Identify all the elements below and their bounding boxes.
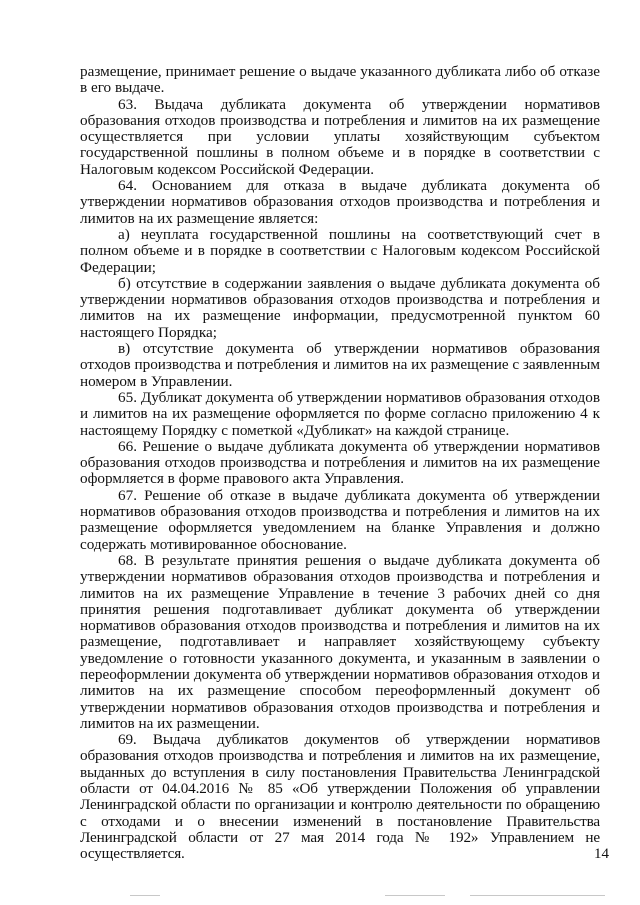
paragraph-66: 66. Решение о выдаче дубликата документа об утверждении нормативов образования отходов производства и потребления и лимитов на их размещение оформляется в форме правового акта Управления. (80, 437, 600, 488)
paragraph-64-item-v: в) отсутствие документа об утверждении нормативов образования отходов производства и потребления и лимитов на их размещение с заявленным номером в Управлении. (80, 340, 600, 390)
paragraph-65: 65. Дубликат документа об утверждении нормативов образования отходов и лимитов на их размещение оформляется по форме согласно приложению 4 к настоящему Порядку с пометкой «Дубликат» на каждой странице. (80, 388, 600, 439)
paragraph-67: 67. Решение об отказе в выдаче дубликата документа об утверждении нормативов образования отходов производства и потребления и лимитов на их размещение оформляется уведомлением на бланке Управления и должно содержать мотивированное обоснование. (80, 486, 600, 553)
paragraph-62-continuation: размещение, принимает решение о выдаче указанного дубликата либо об отказе в его выдаче. (80, 63, 600, 97)
document-body (80, 64, 600, 863)
paragraph-69: 69. Выдача дубликатов документов об утверждении нормативов образования отходов производства и потребления и лимитов на их размещение, выданных до вступления в силу постановления Правительства Ленинградской области от 04.04.2016 № 85 «Об утверждении Положения об управлении Ленинградской области по организации и контролю деятельности по обращению с отходами и о внесении изменений в постановление Правительства Ленинградской области от 27 мая 2014 года № 192» Управлением не осуществляется. (80, 731, 600, 863)
paragraph-64: 64. Основанием для отказа в выдаче дубликата документа об утверждении нормативов образования отходов производства и потребления и лимитов на их размещение является: (80, 177, 600, 227)
paragraph-68: 68. В результате принятия решения о выдаче дубликата документа об утверждении нормативов образования отходов производства и потребления и лимитов на их размещение Управление в течение 3 рабочих дней со дня принятия решения подготавливает дубликат документа об утверждении нормативов образования отходов производства и потребления и лимитов на их размещение, подготавливает и направляет хозяйствующему субъекту уведомление о готовности указанного документа, и указанным в заявлении о переоформлении документа об утверждении нормативов образования отходов и лимитов на их размещение способом переоформленный документ об утверждении нормативов образования отходов производства и потребления и лимитов на их размещении. (80, 551, 600, 732)
paragraph-64-item-b: б) отсутствие в содержании заявления о выдаче дубликата документа об утверждении нормативов образования отходов производства и потребления и лимитов на их размещение информации, предусмотренной пунктом 60 настоящего Порядка; (80, 274, 600, 341)
paragraph-63: 63. Выдача дубликата документа об утверждении нормативов образования отходов производства и потребления и лимитов на их размещение осуществляется при условии уплаты хозяйствующим субъектом государственной пошлины в полном объеме и в порядке в соответствии с Налоговым кодексом Российской Федерации. (80, 95, 600, 178)
page-number: 14 (594, 846, 609, 862)
footer-rule-right (470, 895, 605, 896)
footer-rule-middle (385, 895, 445, 896)
footer-rule-left (130, 895, 160, 896)
paragraph-64-item-a: а) неуплата государственной пошлины на соответствующий счет в полном объеме и в порядке в соответствии с Налоговым кодексом Российской Федерации; (80, 225, 600, 276)
